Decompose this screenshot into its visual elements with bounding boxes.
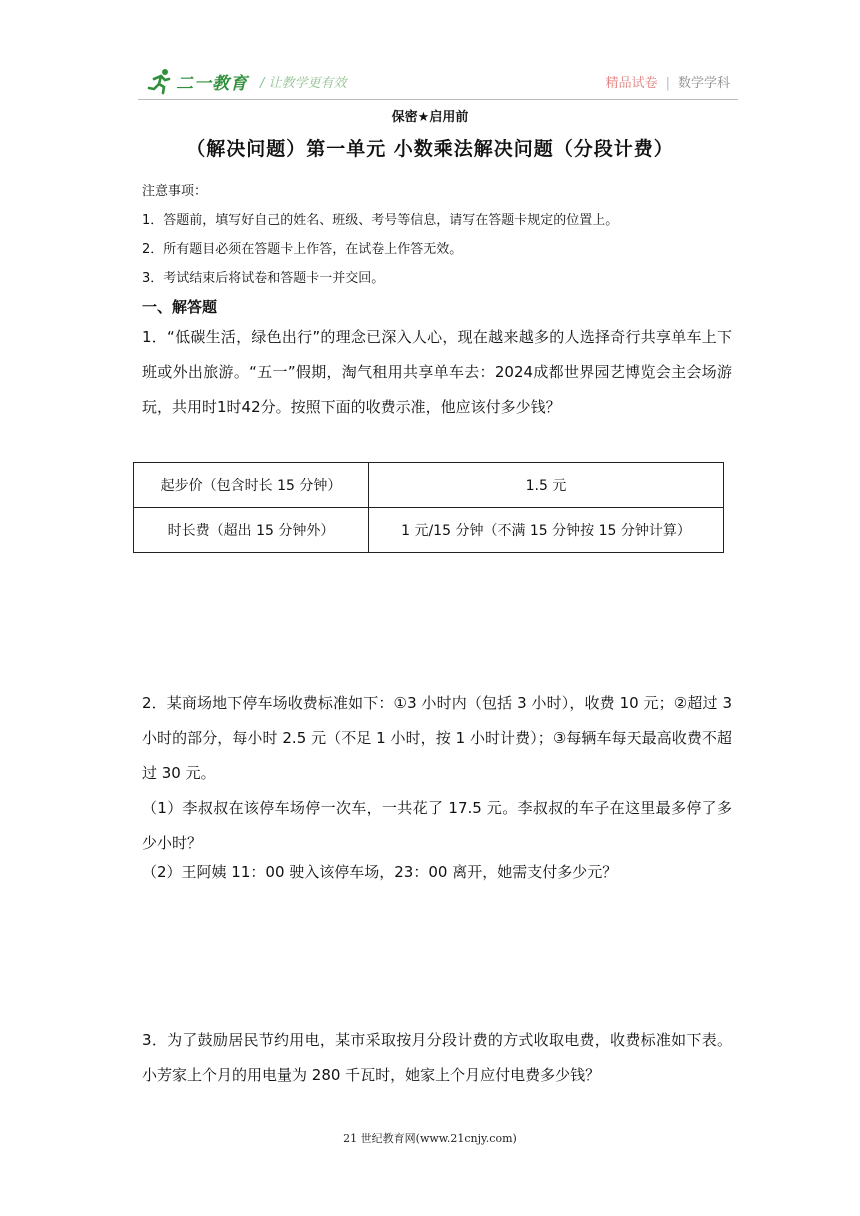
notice-title: 注意事项：	[142, 184, 208, 199]
subject-label: 数学学科	[677, 76, 730, 91]
question-1: 1．“低碳生活，绿色出行”的理念已深入人心，现在越来越多的人选择奇行共享单车上下班或外出旅游。“五一”假期，淘气租用共享单车去：2024成都世界园艺博览会主会场游玩，共用时1时42分。按照下面的收费示准，他应该付多少钱？	[142, 328, 732, 416]
table-cell: 起步价（包含时长 15 分钟）	[134, 463, 369, 508]
fee-table	[133, 462, 724, 553]
logo-text: 二一教育	[176, 73, 248, 94]
badge-label: 精品试卷	[605, 76, 658, 91]
page-header	[138, 64, 738, 100]
section-heading: 一、解答题	[142, 298, 218, 316]
header-tags	[606, 72, 730, 91]
header-separator: |	[665, 76, 670, 91]
runner-logo-icon	[146, 67, 174, 95]
logo	[146, 66, 347, 96]
confidential-mark: 保密★启用前	[391, 110, 469, 125]
logo-slogan: / 让教学更有效	[260, 75, 347, 91]
notice-item: 3．考试结束后将试卷和答题卡一并交回。	[142, 271, 385, 286]
table-cell: 1 元/15 分钟（不满 15 分钟按 15 分钟计算）	[369, 508, 724, 553]
notice-item: 1．答题前，填写好自己的姓名、班级、考号等信息，请写在答题卡规定的位置上。	[142, 213, 619, 228]
page-title: （解决问题）第一单元 小数乘法解决问题（分段计费）	[186, 138, 674, 160]
header-divider	[138, 99, 738, 100]
page-footer: 21 世纪教育网(www.21cnjy.com)	[343, 1132, 517, 1145]
notice-item: 2．所有题目必须在答题卡上作答，在试卷上作答无效。	[142, 242, 463, 257]
question-2-part-1: （1）李叔叔在该停车场停一次车，一共花了 17.5 元。李叔叔的车子在这里最多停了多少小时？	[142, 799, 732, 852]
table-row	[134, 463, 724, 508]
question-2-part-2: （2）王阿姨 11：00 驶入该停车场，23：00 离开，她需支付多少元？	[142, 863, 618, 881]
question-3: 3．为了鼓励居民节约用电，某市采取按月分段计费的方式收取电费，收费标准如下表。小芳家上个月的用电量为 280 千瓦时，她家上个月应付电费多少钱？	[142, 1031, 732, 1084]
question-2: 2．某商场地下停车场收费标准如下：①3 小时内（包括 3 小时），收费 10 元；②超过 3 小时的部分，每小时 2.5 元（不足 1 小时，按 1 小时计费）；③每辆车每天最高收费不超过 30 元。	[142, 694, 732, 782]
table-row	[134, 508, 724, 553]
table-cell: 1.5 元	[369, 463, 724, 508]
table-cell: 时长费（超出 15 分钟外）	[134, 508, 369, 553]
